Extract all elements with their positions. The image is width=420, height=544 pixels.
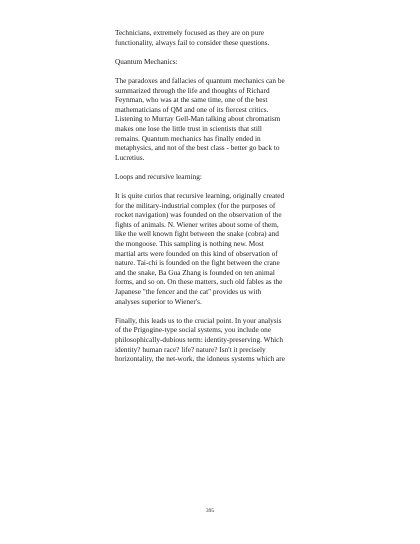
paragraph-prigogine-systems: Finally, this leads us to the crucial point. In your analysis of the Prigogine-type social systems, you include one philosophically-dubious term: identity-preserving. Which identity? human race? life? nature? Isn't it precisely horizontality, the net-work, the idoneus systems which are [115,315,285,364]
paragraph-quantum-mechanics: The paradoxes and fallacies of quantum mechanics can be summarized through the life and thoughts of Richard Feynman, who was at the same time, one of the best mathematicians of QM and one of its fiercest critics. Listening to Murray Gell-Man talking about chromatism makes one lose the little trust in scientists that still remains. Quantum mechanics has finally ended in metaphysics, and not of the best class - better go back to Lucretius. [115,75,285,162]
paragraph-technicians: Technicians, extremely focused as they are on pure functionality, always fail to consider these questions. [115,28,270,47]
heading-quantum-mechanics: Quantum Mechanics: [115,56,178,66]
body-text [115,28,330,373]
page-number: 395 [205,508,215,514]
paragraph-recursive-learning: It is quite curios that recursive learning, originally created for the military-industrial complex (for the purposes of rocket navigation) was founded on the observation of the fights of animals. N. Wiener writes about some of them, like the well known fight between the snake (cobra) and the mongoose. This sampling is nothing new. Most martial arts were founded on this kind of observation of nature. Tai-chi is founded on the fight between the crane and the snake, Ba Gua Zhang is founded on ten animal forms, and so on. On these matters, such old fables as the Japanese "the fencer and the cat" provides us with analyses superior to Wiener's. [115,191,285,306]
heading-loops-recursive-learning: Loops and recursive learning: [115,171,202,181]
